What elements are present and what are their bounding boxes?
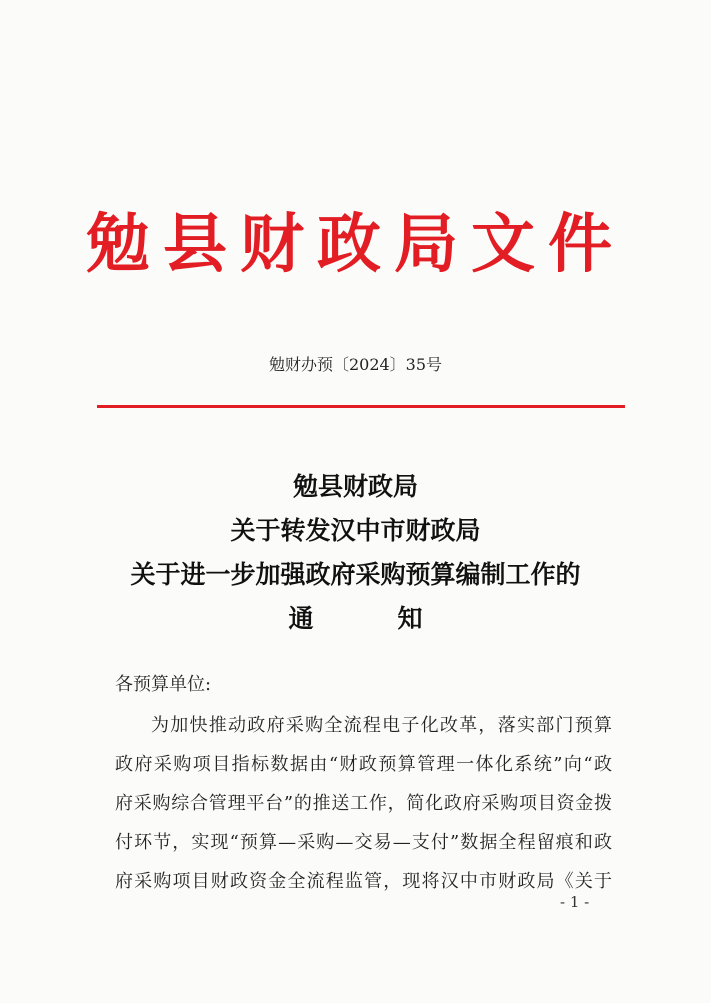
- body-paragraph: [115, 706, 612, 901]
- body-line: 政府采购项目指标数据由“财政预算管理一体化系统”向“政: [115, 754, 612, 775]
- notice-title: [0, 465, 711, 641]
- title-line-notice: 通知: [288, 604, 507, 633]
- body-line: 府采购综合管理平台”的推送工作，简化政府采购项目资金拨: [115, 793, 612, 814]
- masthead-title: 勉县财政局文件: [86, 207, 625, 282]
- page-number: - 1 -: [560, 893, 590, 911]
- red-separator-line: [97, 405, 625, 408]
- title-line: 勉县财政局: [292, 472, 418, 501]
- body-line: 付环节，实现“预算—采购—交易—支付”数据全程留痕和政: [115, 832, 612, 853]
- document-number: 勉财办预〔2024〕35号: [268, 355, 443, 374]
- title-line: 关于转发汉中市财政局: [230, 516, 481, 545]
- body-line: 府采购项目财政资金全流程监管，现将汉中市财政局《关于: [115, 871, 612, 892]
- body-line: 为加快推动政府采购全流程电子化改革，落实部门预算: [151, 715, 612, 736]
- salutation: 各预算单位:: [115, 674, 212, 695]
- title-line: 关于进一步加强政府采购预算编制工作的: [130, 560, 581, 589]
